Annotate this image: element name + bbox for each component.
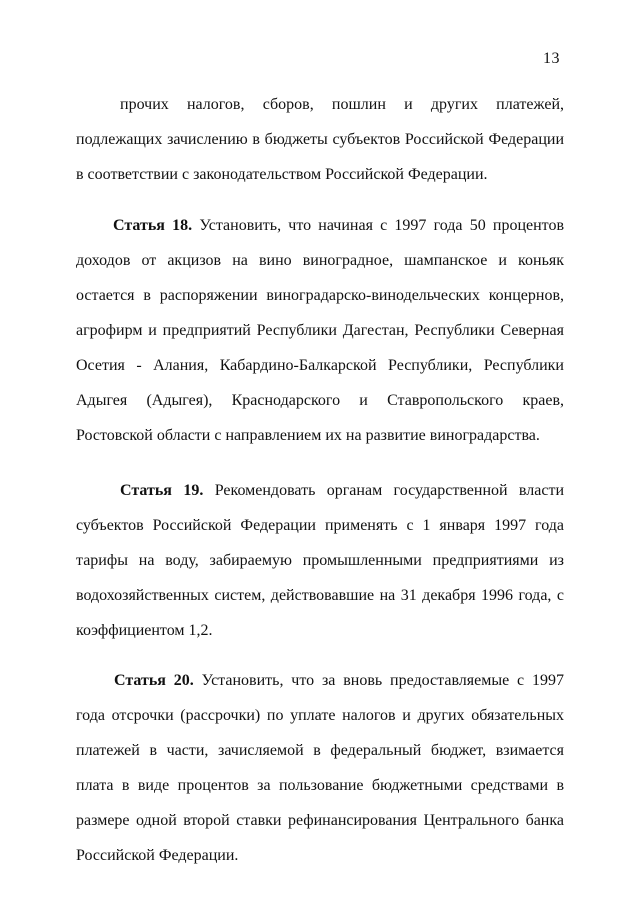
paragraph-text: Установить, что за вновь предоставляемые с 1997 года отсрочки (рассрочки) по уплате налогов и других обязательных платежей в части, зачисляемой в федеральный бюджет, взимается плата в виде процентов за пользование бюджетными средствами в размере одной второй ставки рефинансирования Центрального банка Российской Федерации. [76,672,565,864]
article-label: Статья 20. [114,672,194,689]
article-label: Статья 19. [120,482,204,499]
paragraph-text: прочих налогов, сборов, пошлин и других платежей, подлежащих зачислению в бюджеты субъектов Российской Федерации в соответствии с законодательством Российской Федерации. [76,96,564,183]
paragraph-article-19 [76,473,564,648]
paragraph-continuation [76,87,564,192]
paragraph-article-20 [76,663,564,873]
paragraph-text: Установить, что начиная с 1997 года 50 процентов доходов от акцизов на вино виноградное, шампанское и коньяк остается в распоряжении виноградарско-винодельческих концернов, агрофирм и предприятий Республики Дагестан, Республики Северная Осетия - Алания, Кабардино-Балкарской Республики, Республики Адыгея (Адыгея), Краснодарского и Ставропольского краев, Ростовской области с направлением их на развитие виноградарства. [76,217,565,444]
document-body [76,0,564,873]
paragraph-text: Рекомендовать органам государственной власти субъектов Российской Федерации применять с 1 января 1997 года тарифы на воду, забираемую промышленными предприятиями из водохозяйственных систем, действовавшие на 31 декабря 1996 года, с коэффициентом 1,2. [76,482,565,639]
page-number: 13 [543,50,560,67]
paragraph-article-18 [76,208,564,453]
article-label: Статья 18. [113,217,193,234]
